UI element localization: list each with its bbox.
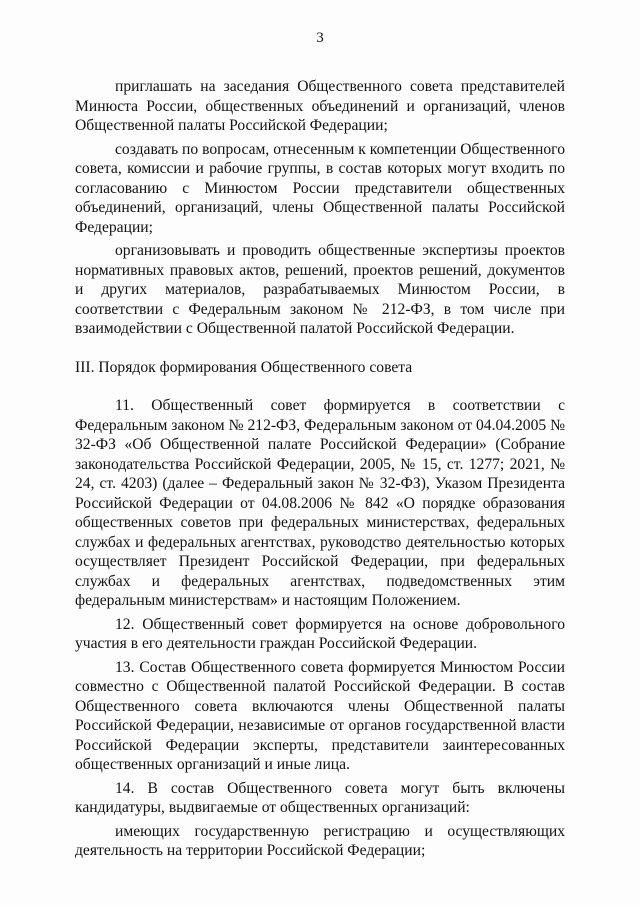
- paragraph-public-expertise: организовывать и проводить общественные экспертизы проектов нормативных правовых актов, решений, проектов решений, документов и других материалов, разрабатываемых Минюстом России, в соответствии с Федеральным законом № 212-ФЗ, в том числе при взаимодействии с Общественной палатой Российской Федерации.: [75, 242, 565, 337]
- paragraph-item-14: 14. В состав Общественного совета могут быть включены кандидатуры, выдвигаемые от общественных организаций:: [75, 779, 565, 816]
- paragraph-item-11: 11. Общественный совет формируется в соответствии с Федеральным законом № 212-ФЗ, Федеральным законом от 04.04.2005 № 32-ФЗ «Об Общественной палате Российской Федерации» (Собрание законодательства Российской Федерации, 2005, № 15, ст. 1277; 2021, № 24, ст. 4203) (далее – Федеральный закон № 32-ФЗ), Указом Президента Российской Федерации от 04.08.2006 № 842 «О порядке образования общественных советов при федеральных министерствах, федеральных службах и федеральных агентствах, руководство деятельностью которых осуществляет Президент Российской Федерации, при федеральных службах и федеральных агентствах, подведомственных этим федеральным министерствам» и настоящим Положением.: [75, 397, 565, 609]
- section-heading: III. Порядок формирования Общественного совета: [75, 358, 413, 376]
- paragraph-item-12: 12. Общественный совет формируется на основе добровольного участия в его деятельности граждан Российской Федерации.: [75, 615, 565, 652]
- paragraph-create-commissions: создавать по вопросам, отнесенным к компетенции Общественного совета, комиссии и рабочие группы, в состав которых могут входить по согласованию с Минюстом России представители общественных объединений, организаций, члены Общественной палаты Российской Федерации;: [75, 140, 565, 236]
- document-body: [75, 77, 565, 865]
- page-number: 3: [316, 30, 324, 46]
- paragraph-invite-representatives: приглашать на заседания Общественного совета представителей Минюста России, общественных объединений и организаций, членов Общественной палаты Российской Федерации;: [75, 78, 565, 134]
- paragraph-registered-organizations: имеющих государственную регистрацию и осуществляющих деятельность на территории Российской Федерации;: [75, 822, 565, 859]
- paragraph-item-13: 13. Состав Общественного совета формируется Минюстом России совместно с Общественной палатой Российской Федерации. В состав Общественного совета включаются члены Общественной палаты Российской Федерации, независимые от органов государственной власти Российской Федерации эксперты, представители заинтересованных общественных организаций и иные лица.: [75, 658, 565, 773]
